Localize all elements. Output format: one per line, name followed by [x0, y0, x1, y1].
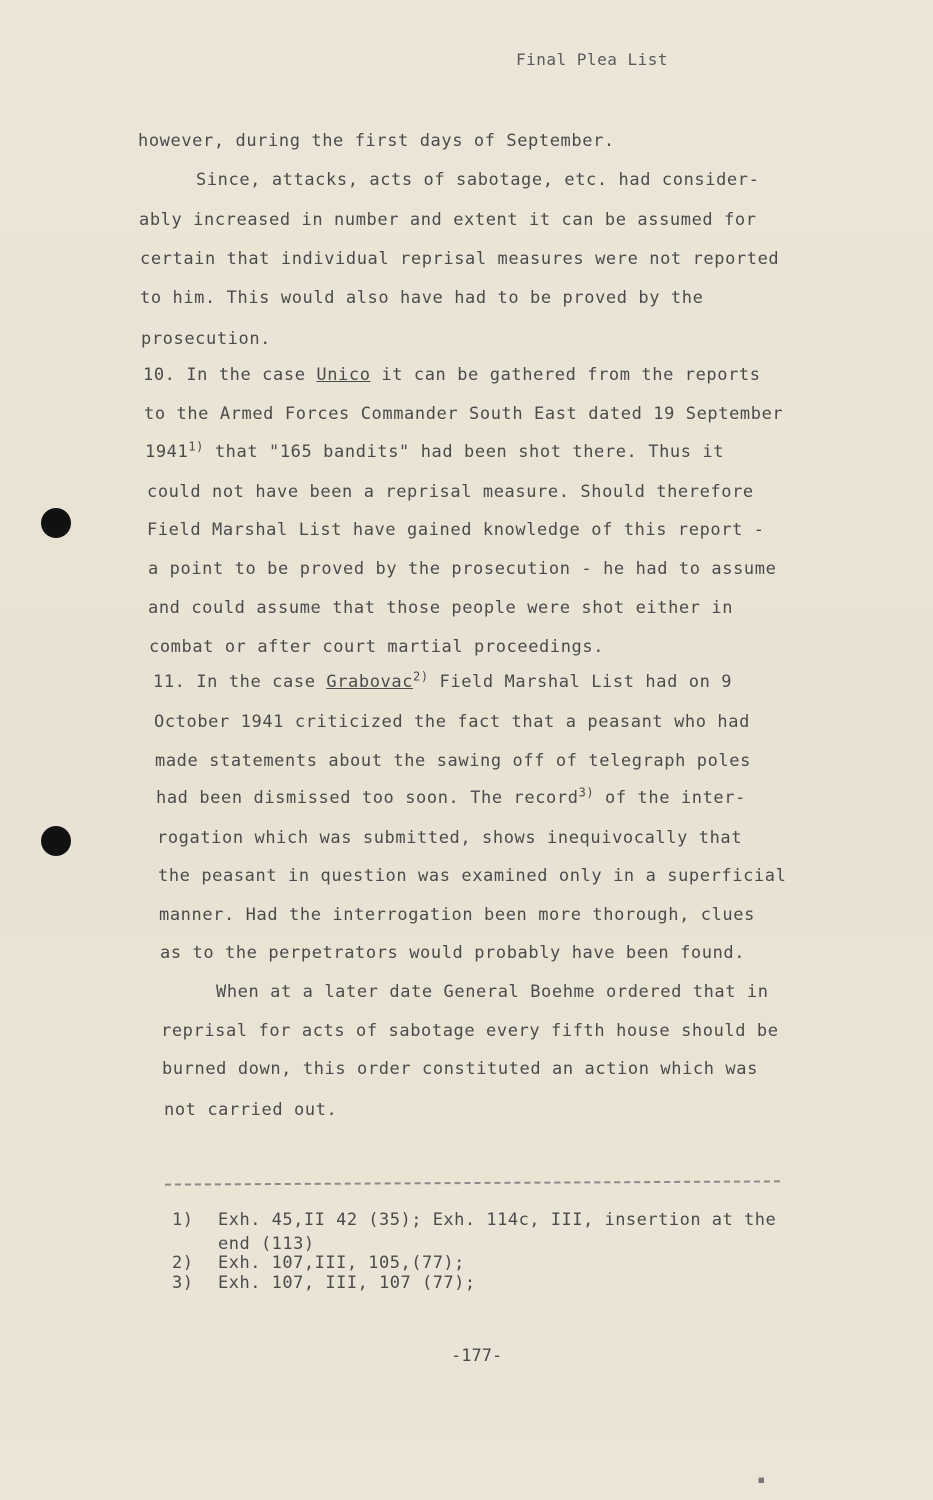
paragraph-10-line: [143, 365, 761, 385]
body-line: Since, attacks, acts of sabotage, etc. had consider-: [196, 170, 760, 190]
footnote-3: [172, 1275, 476, 1291]
punch-hole-top: [41, 508, 71, 538]
body-line: prosecution.: [141, 329, 272, 349]
body-line: [156, 785, 746, 808]
body-line: manner. Had the interrogation been more thorough, clues: [159, 905, 755, 925]
body-line: not carried out.: [164, 1100, 338, 1120]
text-run: 10. In the case: [143, 365, 317, 385]
footnote-text: Exh. 45,II 42 (35); Exh. 114c, III, insertion at the: [218, 1210, 777, 1230]
footnote-separator: [165, 1180, 780, 1185]
body-line: certain that individual reprisal measures were not reported: [140, 249, 780, 269]
body-line: combat or after court martial proceedings.: [149, 637, 605, 657]
paragraph-11-line: [153, 669, 733, 692]
body-line: When at a later date General Boehme ordered that in: [216, 982, 769, 1002]
footnote-number: 1): [172, 1210, 194, 1230]
page-header: Final Plea List: [516, 50, 668, 69]
body-line: and could assume that those people were shot either in: [148, 598, 734, 618]
body-line: as to the perpetrators would probably have been found.: [160, 943, 746, 963]
body-line: however, during the first days of September.: [138, 131, 615, 151]
text-run: 1941: [145, 442, 189, 462]
body-line: reprisal for acts of sabotage every fifth house should be: [161, 1021, 779, 1041]
body-line: could not have been a reprisal measure. Should therefore: [147, 482, 754, 502]
footnote-ref-3: 3): [578, 785, 595, 800]
footnote-1-continuation: end (113): [218, 1234, 315, 1254]
body-line: a point to be proved by the prosecution - he had to assume: [148, 559, 777, 579]
punch-hole-bottom: [41, 826, 71, 856]
footnote-ref-1: 1): [188, 439, 204, 454]
body-line: Field Marshal List have gained knowledge of this report -: [147, 520, 765, 540]
body-line: the peasant in question was examined only in a superficial: [158, 866, 787, 886]
body-line: burned down, this order constituted an action which was: [162, 1059, 758, 1079]
body-line: [145, 439, 725, 462]
stray-mark: ▪: [757, 1472, 766, 1488]
body-line: to him. This would also have had to be proved by the: [140, 288, 704, 308]
body-line: to the Armed Forces Commander South East dated 19 September: [144, 404, 784, 424]
text-run: of the inter-: [594, 788, 746, 808]
body-line: rogation which was submitted, shows inequivocally that: [157, 828, 743, 848]
case-name-unico: Unico: [316, 365, 371, 385]
footnote-text: Exh. 107, III, 107 (77);: [218, 1273, 476, 1293]
text-run: had been dismissed too soon. The record: [156, 788, 579, 808]
text-run: that "165 bandits" had been shot there. Thus it: [204, 442, 725, 462]
footnote-number: 2): [172, 1253, 194, 1273]
footnote-text: Exh. 107,III, 105,(77);: [218, 1253, 465, 1273]
body-line: ably increased in number and extent it can be assumed for: [139, 210, 757, 230]
case-name-grabovac: Grabovac: [326, 672, 414, 692]
page-number: -177-: [451, 1346, 503, 1366]
footnote-ref-2: 2): [413, 669, 429, 684]
text-run: it can be gathered from the reports: [370, 365, 761, 385]
footnote-1: [172, 1212, 776, 1228]
text-run: Field Marshal List had on 9: [428, 672, 733, 692]
body-line: made statements about the sawing off of telegraph poles: [155, 751, 751, 771]
text-run: 11. In the case: [153, 672, 327, 692]
footnote-2: [172, 1255, 465, 1271]
body-line: October 1941 criticized the fact that a peasant who had: [154, 712, 750, 732]
footnote-number: 3): [172, 1273, 194, 1293]
